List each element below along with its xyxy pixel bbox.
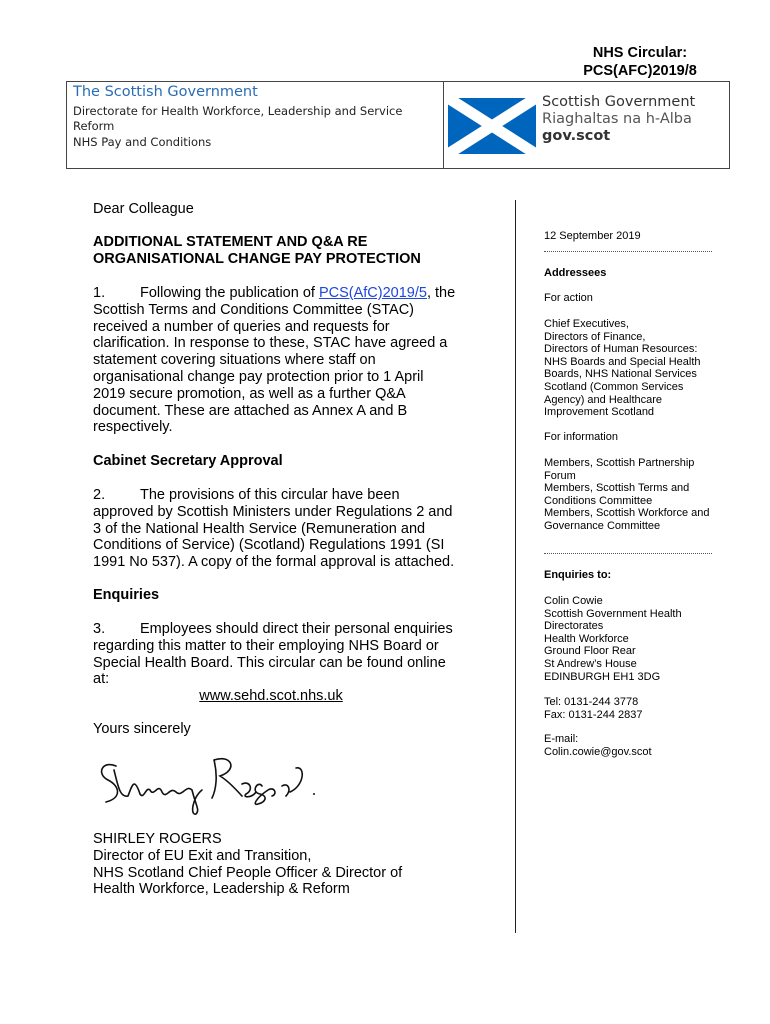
action-list-item: Scotland (Common Services [544,380,684,393]
letter-title [93,234,493,268]
action-list-item: Improvement Scotland [544,406,655,419]
logo-line-english: Scottish Government [542,94,696,110]
signatory-role-3: Health Workforce, Leadership & Reform [93,881,350,898]
title-line-2: ORGANISATIONAL CHANGE PAY PROTECTION [93,250,421,267]
signatory-block [93,831,493,898]
p3-line: Special Health Board. This circular can be found online [93,654,446,671]
p1-line: clarification. In response to these, STAC have agreed a [93,335,448,352]
for-action-heading: For action [544,292,593,304]
sidebar-rule [544,251,712,252]
action-list-item: Chief Executives, [544,318,629,330]
addressees-heading: Addressees [544,267,607,279]
closing: Yours sincerely [93,721,191,737]
paragraph-1 [93,285,493,436]
info-list-item: Governance Committee [544,519,661,532]
salutation: Dear Colleague [93,201,194,217]
paragraph-1-number: 1. [93,285,106,301]
email-address[interactable]: Colin.cowie@gov.scot [544,745,652,758]
signatory-role-1: Director of EU Exit and Transition, [93,847,312,864]
p1-text-post: , the [426,285,456,301]
telephone: Tel: 0131-244 3778 [544,696,639,708]
contact-details [544,595,734,683]
fax: Fax: 0131-244 2837 [544,708,643,721]
p2-line: approved by Scottish Ministers under Regulations 2 and [93,503,453,520]
action-list [544,318,734,419]
website-url-wrap [106,688,436,705]
logo-line-gaelic: Riaghaltas na h-Alba [542,111,692,127]
phone-numbers [544,696,734,721]
saltire-flag-icon [448,98,536,154]
for-information-heading: For information [544,431,618,443]
logo-line-domain: gov.scot [542,128,611,144]
email-block [544,733,734,758]
action-list-item: Directors of Human Resources: [544,343,698,356]
p3-line: regarding this matter to their employing NHS Board or [93,637,439,654]
info-list-item: Conditions Committee [544,494,653,507]
information-list [544,457,734,533]
info-list-item: Members, Scottish Workforce and [544,507,710,520]
paragraph-2-number: 2. [93,487,106,503]
p1-line: respectively. [93,419,173,436]
circular-number: PCS(AFC)2019/8 [583,63,697,79]
circular-reference [540,44,740,80]
signatory-name: SHIRLEY ROGERS [93,831,222,847]
action-list-item: Boards, NHS National Services [544,368,697,381]
p1-line: statement covering situations where staff on [93,352,376,369]
p2-text: The provisions of this circular have been [140,487,400,503]
paragraph-3-number: 3. [93,621,106,637]
action-list-item: NHS Boards and Special Health [544,355,701,368]
website-link[interactable]: www.sehd.scot.nhs.uk [199,688,343,704]
action-list-item: Directors of Finance, [544,330,646,343]
p3-text: Employees should direct their personal enquiries [140,621,453,637]
action-list-item: Agency) and Healthcare [544,393,663,406]
p1-line: Scottish Terms and Conditions Committee (STAC) [93,301,414,318]
info-list-item: Members, Scottish Terms and [544,482,690,495]
p2-line: 1991 No 537). A copy of the formal approval is attached. [93,554,455,571]
paragraph-3 [93,621,493,688]
contact-line: Scottish Government Health [544,607,682,620]
contact-line: Colin Cowie [544,595,603,607]
p1-line: received a number of queries and requests for [93,318,390,335]
p1-line: 2019 secure promotion, as well as a further Q&A [93,385,406,402]
p2-line: 3 of the National Health Service (Remuneration and [93,520,426,537]
signatory-role-2: NHS Scotland Chief People Officer & Director of [93,864,403,881]
paragraph-2 [93,487,493,571]
enquiries-to-heading: Enquiries to: [544,569,612,581]
info-list-item: Forum [544,469,576,482]
email-label: E-mail: [544,733,579,745]
contact-line: Health Workforce [544,632,629,645]
gov-logo-text [542,94,695,145]
p1-text-pre: Following the publication of [140,285,319,301]
org-name: The Scottish Government [73,84,258,100]
column-divider [515,200,516,933]
info-list-item: Members, Scottish Partnership [544,457,695,469]
letter-date: 12 September 2019 [544,230,641,242]
heading-cabinet-approval: Cabinet Secretary Approval [93,453,283,469]
letterhead-directorate [67,82,444,168]
directorate-line-1: Directorate for Health Workforce, Leadership and Service [73,104,403,118]
p2-line: Conditions of Service) (Scotland) Regulations 1991 (SI [93,537,445,554]
contact-line: EDINBURGH EH1 3DG [544,670,661,683]
p1-line: document. These are attached as Annex A and B [93,402,408,419]
contact-line: Directorates [544,620,604,633]
circular-label: NHS Circular: [592,45,688,61]
heading-enquiries: Enquiries [93,587,160,603]
p3-line: at: [93,671,110,688]
title-line-1: ADDITIONAL STATEMENT AND Q&A RE [93,234,368,250]
handwritten-signature [92,746,332,816]
pcs-2019-5-link[interactable]: PCS(AfC)2019/5 [318,285,427,301]
contact-line: St Andrew’s House [544,657,637,670]
division-name: NHS Pay and Conditions [73,135,212,149]
sidebar-rule [544,553,712,554]
letterhead [66,81,730,169]
p1-line: organisational change pay protection prior to 1 April [93,368,424,385]
directorate-line-2: Reform [73,119,115,133]
contact-line: Ground Floor Rear [544,645,636,658]
